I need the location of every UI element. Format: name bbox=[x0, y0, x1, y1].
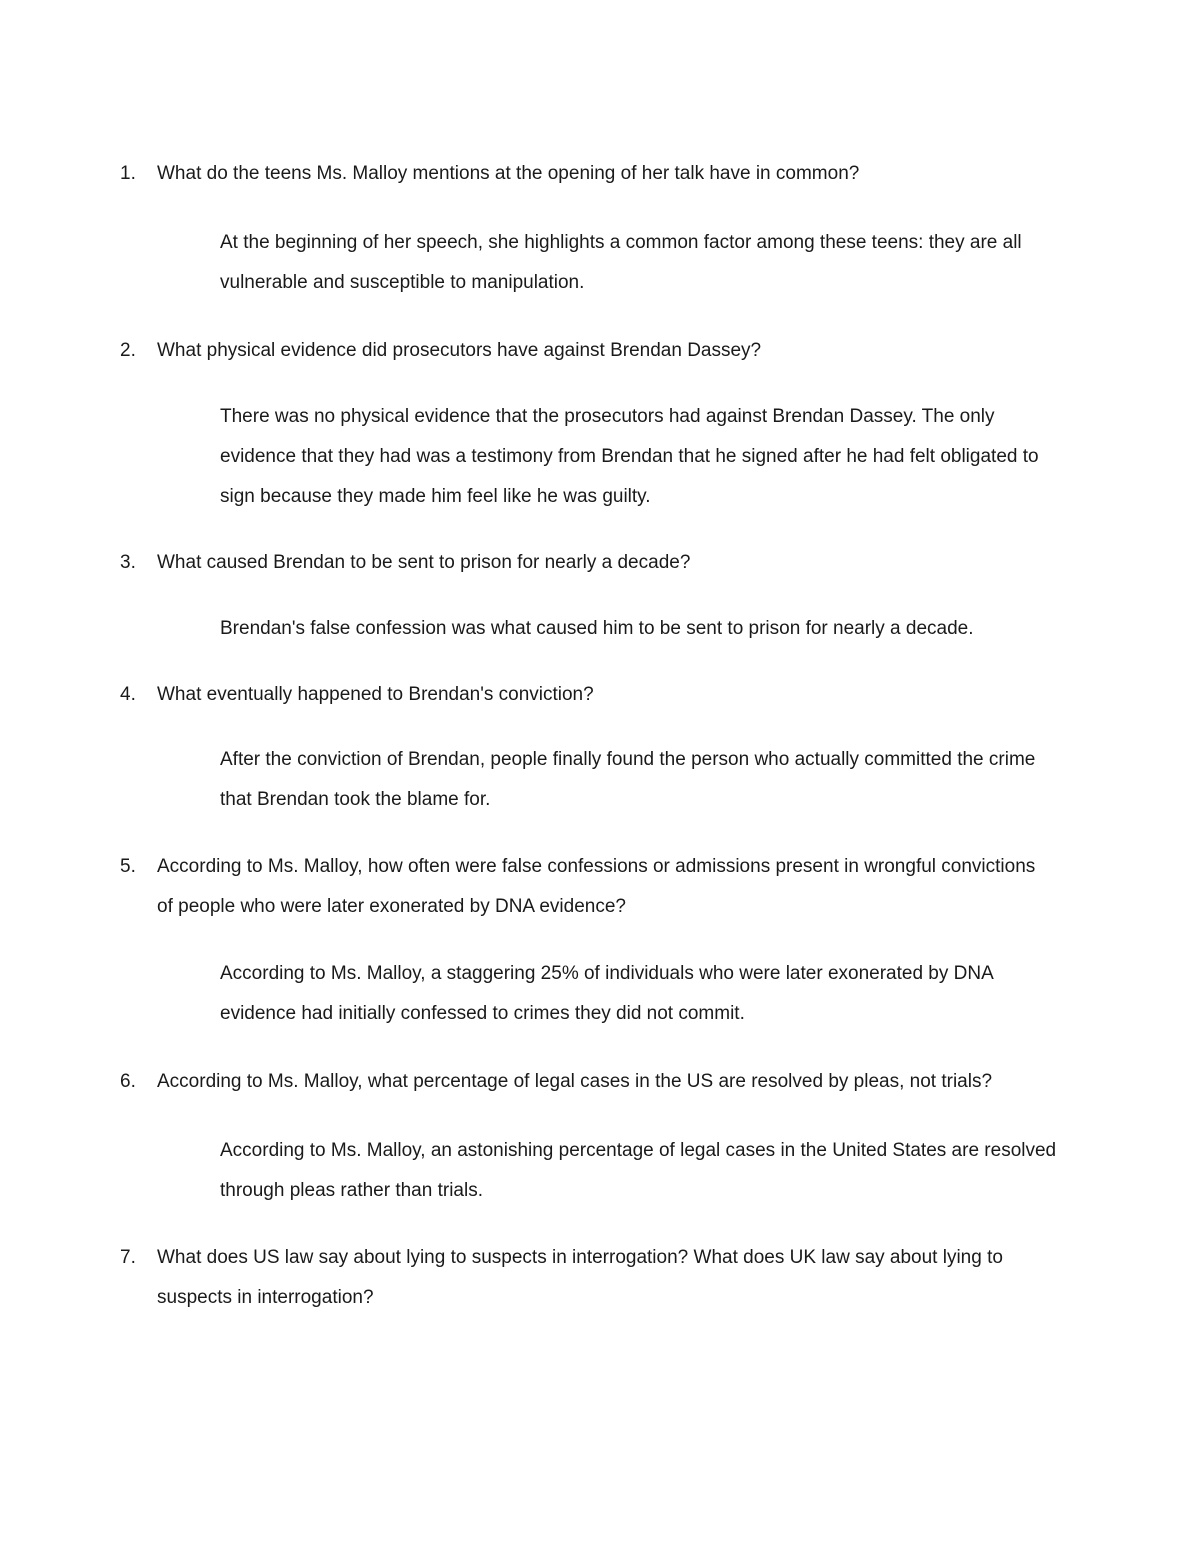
question-number: 6. bbox=[120, 1071, 136, 1092]
answer-text: At the beginning of her speech, she highlights a common factor among these teens: they are all vulnerable and susceptible to manipulation. bbox=[220, 232, 1022, 293]
question-text: What eventually happened to Brendan's conviction? bbox=[157, 684, 594, 705]
question-number: 7. bbox=[120, 1247, 136, 1268]
answer-text: There was no physical evidence that the prosecutors had against Brendan Dassey. The only evidence that they had was a testimony from Brendan that he signed after he had felt obligated to sign because they made him feel like he was guilty. bbox=[220, 406, 1039, 507]
question-number: 4. bbox=[120, 684, 136, 705]
answer-text: After the conviction of Brendan, people finally found the person who actually committed the crime that Brendan took the blame for. bbox=[220, 749, 1036, 810]
answer-text: According to Ms. Malloy, an astonishing percentage of legal cases in the United States are resolved through pleas rather than trials. bbox=[220, 1140, 1057, 1201]
question-text: According to Ms. Malloy, what percentage of legal cases in the US are resolved by pleas, not trials? bbox=[157, 1071, 993, 1092]
question-number: 5. bbox=[120, 856, 136, 877]
question-text: What physical evidence did prosecutors have against Brendan Dassey? bbox=[157, 340, 762, 361]
question-text: What do the teens Ms. Malloy mentions at the opening of her talk have in common? bbox=[157, 163, 860, 184]
question-text: What caused Brendan to be sent to prison for nearly a decade? bbox=[157, 552, 691, 573]
question-number: 3. bbox=[120, 552, 136, 573]
question-text: What does US law say about lying to suspects in interrogation? What does UK law say about lying to suspects in interrogation? bbox=[157, 1247, 1003, 1308]
question-text: According to Ms. Malloy, how often were false confessions or admissions present in wrongful convictions of people who were later exonerated by DNA evidence? bbox=[157, 856, 1036, 917]
answer-text: Brendan's false confession was what caused him to be sent to prison for nearly a decade. bbox=[220, 618, 974, 639]
question-number: 2. bbox=[120, 340, 136, 361]
question-number: 1. bbox=[120, 163, 136, 184]
answer-text: According to Ms. Malloy, a staggering 25% of individuals who were later exonerated by DNA evidence had initially confessed to crimes they did not commit. bbox=[220, 963, 993, 1024]
